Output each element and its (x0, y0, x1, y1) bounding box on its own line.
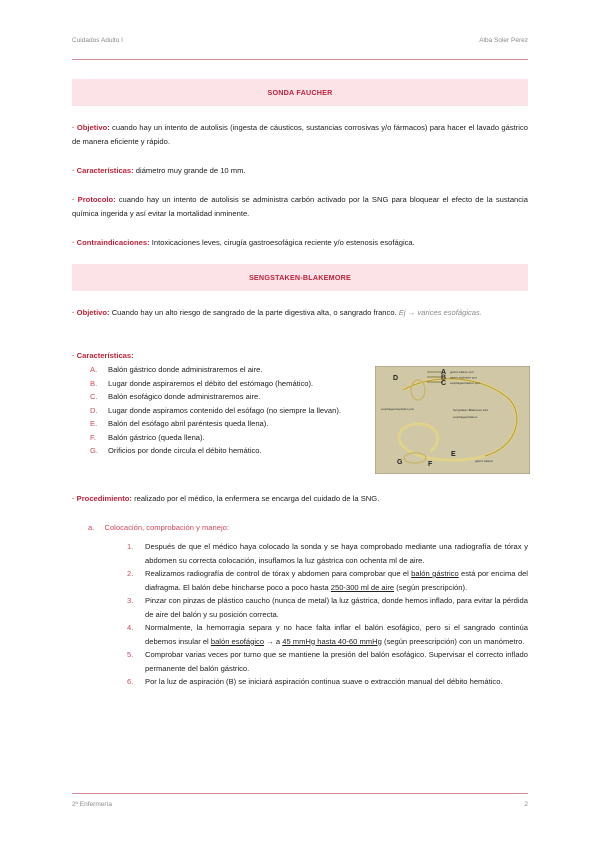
underlined-term: balón gástrico (411, 569, 459, 578)
sengstaken-objetivo-text: Cuando hay un alto riesgo de sangrado de la parte digestiva alta, o sangrado franco. (111, 308, 397, 317)
bullet: · (72, 494, 75, 503)
footer-course: 2º Enfermería (72, 801, 112, 808)
step-item: 6. Por la luz de aspiración (B) se iniciará aspiración continua suave o extracción manual del débito hemático. (127, 677, 503, 686)
header-rule (72, 59, 528, 60)
step-item: 3. Pinzar con pinzas de plástico caucho (nunca de metal) la luz gástrica, donde hemos inflado, para evitar la pérdida de aire del balón y su posición correcta. (127, 596, 528, 619)
footer-rule (72, 793, 528, 794)
faucher-caracteristicas (72, 164, 528, 178)
figure-letter-f: F (428, 461, 433, 468)
list-item: F. Balón gástrico (queda llena). (90, 432, 205, 442)
list-item: C. Balón esofágico donde administraremos aire. (90, 392, 261, 401)
faucher-protocolo-label: Protocolo: (77, 195, 116, 204)
subsection-heading (88, 523, 229, 532)
bullet: · (72, 123, 75, 132)
faucher-objetivo-label: Objetivo: (76, 123, 110, 132)
figure-label-5: Sengstaken-Blakemore tube (453, 408, 489, 412)
faucher-objetivo (72, 121, 528, 148)
sengstaken-caracteristicas-label: Características: (76, 351, 134, 360)
sengstaken-caracteristicas-heading (72, 349, 528, 363)
step-item: 2. Realizamos radiografía de control de tórax y abdomen para comprobar que el balón gástrico está por encima del diafragma. El balón debe hincharse poco a poco hasta 250-300 ml de aire (según prescripción). (127, 569, 528, 592)
faucher-caracteristicas-text: diámetro muy grande de 10 mm. (135, 166, 246, 175)
sengstaken-procedimiento-label: Procedimiento: (76, 494, 132, 503)
figure-letter-a: A (441, 369, 447, 376)
step-item: 1. Después de que el médico haya colocado la sonda y se haya comprobado mediante una radiografía de tórax y abdomen su correcta colocación, insuflamos la luz gástrica con ochenta ml de aire. (127, 542, 528, 565)
step-item: 5. Comprobar varias veces por turno que se mantiene la presión del balón esofágico. Supervisar el correcto inflado permanente del balón gástrico. (127, 650, 528, 673)
figure-letter-c: C (441, 380, 447, 387)
underlined-term: balón esofágico (210, 636, 265, 646)
sengstaken-objetivo-label: Objetivo: (76, 308, 110, 317)
figure-label-4: esophageal aspiration port (381, 407, 414, 411)
figure-letter-g: G (397, 459, 403, 466)
sengstaken-procedimiento (72, 492, 528, 506)
figure-label-7: gastric balloon (475, 459, 494, 463)
faucher-contra-text: Intoxicaciones leves, cirugía gastroesofágica reciente y/o estenosis esofágica. (151, 238, 415, 247)
list-item: A. Balón gástrico donde administraremos el aire. (90, 365, 263, 374)
figure-letter-b: B (441, 374, 447, 382)
faucher-protocolo (72, 193, 528, 220)
bullet: · (72, 195, 75, 204)
faucher-caracteristicas-label: Características: (76, 166, 134, 175)
figure-label-3: esophageal balloon port (450, 381, 480, 385)
page-footer (72, 801, 528, 808)
figure-label-1: gastric balloon port (450, 370, 474, 374)
header-author: Alba Soler Pérez (479, 37, 528, 44)
step-item: 4. Normalmente, la hemorragia separa y no hace falta inflar el balón esofágico, pero si el sangrado continúa debemos insular el balón esofágico → a 45 mmHg hasta 40-60 mmHg (según preescripción) con un manómetro. (127, 623, 528, 646)
bullet: · (72, 238, 75, 247)
figure-label-2: gastric aspiration port (450, 375, 477, 380)
section-title-faucher: SONDA FAUCHER (72, 79, 528, 106)
underlined-term: 250-300 ml de aire (330, 582, 395, 592)
page-header (72, 37, 528, 44)
list-item: B. Lugar donde aspiraremos el débito del estómago (hemático). (90, 378, 314, 388)
tube-parts-list (90, 363, 366, 458)
underlined-term: 45 mmHg hasta 40-60 mmHg (282, 636, 382, 646)
sengstaken-tube-figure (375, 366, 530, 474)
bullet: · (72, 351, 75, 360)
sengstaken-objetivo-example: Ej → varices esofágicas. (398, 308, 482, 317)
page-number: 2 (524, 801, 528, 808)
sengstaken-procedimiento-text: realizado por el médico, la enfermera se encarga del cuidado de la SNG. (134, 494, 380, 503)
faucher-objetivo-text: cuando hay un intento de autolisis (ingesta de cáusticos, sustancias corrosivas y/o fármacos) para hacer el lavado gástrico de manera eficiente y rápido. (72, 123, 528, 146)
section-title-sengstaken: SENGSTAKEN-BLAKEMORE (72, 264, 528, 291)
subsection-marker: a. (88, 523, 95, 532)
procedure-steps (127, 540, 528, 689)
faucher-contra-label: Contraindicaciones: (76, 238, 150, 247)
list-item: G. Orificios por donde circula el débito hemático. (90, 446, 262, 455)
figure-letter-d: D (393, 375, 399, 382)
faucher-protocolo-text: cuando hay un intento de autolisis se administra carbón activado por la SNG para bloquear el efecto de la sustancia química ingerida y así evitar la mortalidad inminente. (72, 195, 528, 218)
bullet: · (72, 308, 75, 317)
faucher-contraindicaciones (72, 236, 528, 250)
subsection-title: Colocación, comprobación y manejo: (104, 523, 229, 532)
figure-letter-e: E (451, 451, 456, 458)
header-course: Cuidados Adulto I (72, 37, 123, 44)
sengstaken-objetivo (72, 306, 528, 320)
list-item: D. Lugar donde aspiramos contenido del esófago (no siempre la llevan). (90, 405, 342, 415)
figure-label-6: esophageal balloon (453, 415, 478, 419)
bullet: · (72, 166, 75, 175)
list-item: E. Balón del esófago abril paréntesis queda llena). (90, 419, 269, 428)
